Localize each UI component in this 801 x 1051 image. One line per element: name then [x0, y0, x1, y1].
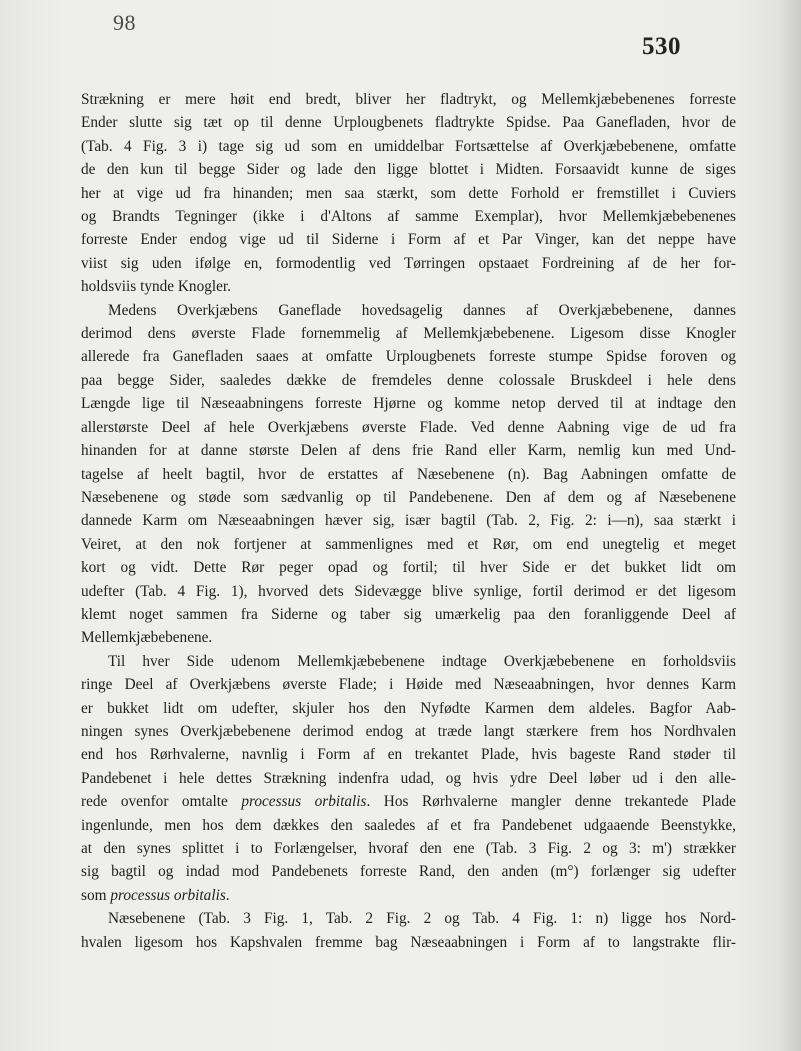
text-line: Til hver Side udenom Mellemkjæbebenene indtage Overkjæbebenene en forholdsviis [108, 652, 736, 670]
text-line: derimod dens øverste Flade fornemmelig af Mellemkjæbebenene. Ligesom disse Knogler [81, 325, 736, 343]
text-line: rede ovenfor omtalte processus orbitalis. Hos Rørhvalerne mangler denne trekantede Plade [81, 793, 736, 811]
body-text [81, 88, 736, 954]
paragraph [81, 88, 736, 299]
text-line: Ender slutte sig tæt op til denne Urplougbenets fladtrykte Spidse. Paa Ganefladen, hvor de [81, 114, 736, 132]
text-line: Mellemkjæbebenene. [81, 629, 213, 647]
text-line: forreste Ender endog vige ud til Siderne i Form af et Par Vinger, kan det neppe have [81, 231, 736, 249]
text-line: Næsebenene (Tab. 3 Fig. 1, Tab. 2 Fig. 2 og Tab. 4 Fig. 1: n) ligge hos Nord- [108, 910, 736, 928]
text-line: Strækning er mere høit end bredt, bliver her fladtrykt, og Mellemkjæbebenenes forreste [81, 91, 736, 108]
paragraph [81, 907, 736, 954]
text-line: allerede fra Ganefladen saaes at omfatte Urplougbenets forreste stumpe Spidse foroven og [81, 348, 736, 366]
text-line: sig bagtil og indad mod Pandebenets forreste Rand, den anden (m°) forlænger sig udefter [81, 863, 736, 881]
text-line: end hos Rørhvalerne, navnlig i Form af en trekantet Plade, hvis bageste Rand støder til [81, 746, 736, 764]
text-line: tagelse af heelt bagtil, hvor de erstattes af Næsebenene (n). Bag Aabningen omfatte de [81, 465, 736, 483]
paragraph [81, 650, 736, 907]
text-line: Længde lige til Næseaabningens forreste Hjørne og komme netop derved til at indtage den [81, 395, 736, 413]
page-edge-shadow [779, 0, 801, 1051]
text-line: at den synes splittet i to Forlængelser, hvoraf den ene (Tab. 3 Fig. 2 og 3: m') strækker [81, 840, 736, 857]
text-line: allerstørste Deel af hele Overkjæbens øverste Flade. Ved denne Aabning vige de ud fra [81, 418, 736, 436]
text-line: ingenlunde, men hos dem dækkes den saaledes af et fra Pandebenet udgaaende Beenstykke, [81, 816, 736, 834]
text-line: Pandebenet i hele dettes Strækning indenfra udad, og hvis ydre Deel løber ud i den alle- [81, 769, 736, 787]
text-line: hvalen ligesom hos Kapshvalen fremme bag Næseaabningen i Form af to langstrakte flir- [81, 933, 736, 951]
text-line: dannede Karm om Næseaabningen hæver sig, især bagtil (Tab. 2, Fig. 2: i—n), saa stærkt i [81, 512, 736, 530]
paragraph [81, 299, 736, 650]
text-line: klemt noget sammen fra Siderne og taber sig umærkelig paa den foranliggende Deel af [81, 605, 736, 623]
text-line: er bukket lidt om udefter, skjuler hos den Nyfødte Karmen dem aldeles. Bagfor Aab- [81, 699, 736, 717]
text-line: de den kun til begge Sider og lade den ligge blottet i Midten. Forsaavidt kunne de siges [81, 161, 736, 179]
text-line: Veiret, at den nok fortjener at sammenlignes med et Rør, om end unegtelig et meget [81, 535, 736, 553]
text-line: som processus orbitalis. [81, 886, 230, 904]
text-line: viist sig uden ifølge en, formodentlig ved Tørringen opstaaet Fordreining af de her for- [81, 254, 736, 272]
text-line: (Tab. 4 Fig. 3 i) tage sig ud som en umiddelbar Fortsættelse af Overkjæbebenene, omfatte [81, 137, 736, 155]
text-line: Næsebenene og støde som sædvanlig op til Pandebenene. Den af dem og af Næsebenene [81, 488, 736, 506]
corner-page-number: 98 [113, 10, 136, 35]
text-line: ningen synes Overkjæbebenene derimod endog at træde langt stærkere frem hos Nordhvalen [81, 722, 736, 740]
text-line: ringe Deel af Overkjæbens øverste Flade; i Høide med Næseaabningen, hvor dennes Karm [81, 676, 736, 694]
text-line: hinanden for at danne største Delen af dens frie Rand eller Karm, nemlig kun med Und- [81, 442, 736, 460]
text-line: her at vige ud fra hinanden; men saa stærkt, som dette Forhold er fremstillet i Cuviers [81, 184, 736, 202]
text-line: og Brandts Tegninger (ikke i d'Altons af samme Exemplar), hvor Mellemkjæbebenenes [81, 208, 736, 226]
text-line: holdsviis tynde Knogler. [81, 278, 231, 296]
text-line: paa begge Sider, saaledes dække de fremdeles denne colossale Bruskdeel i hele dens [81, 371, 736, 389]
text-line: udefter (Tab. 4 Fig. 1), hvorved dets Sidevægge blive synlige, fortil derimod er det ligesom [81, 582, 736, 600]
text-line: Medens Overkjæbens Ganeflade hovedsagelig dannes af Overkjæbebenene, dannes [108, 301, 736, 319]
text-line: kort og vidt. Dette Rør peger opad og fortil; til hver Side er det bukket lidt om [81, 559, 736, 577]
page-number: 530 [642, 33, 681, 60]
